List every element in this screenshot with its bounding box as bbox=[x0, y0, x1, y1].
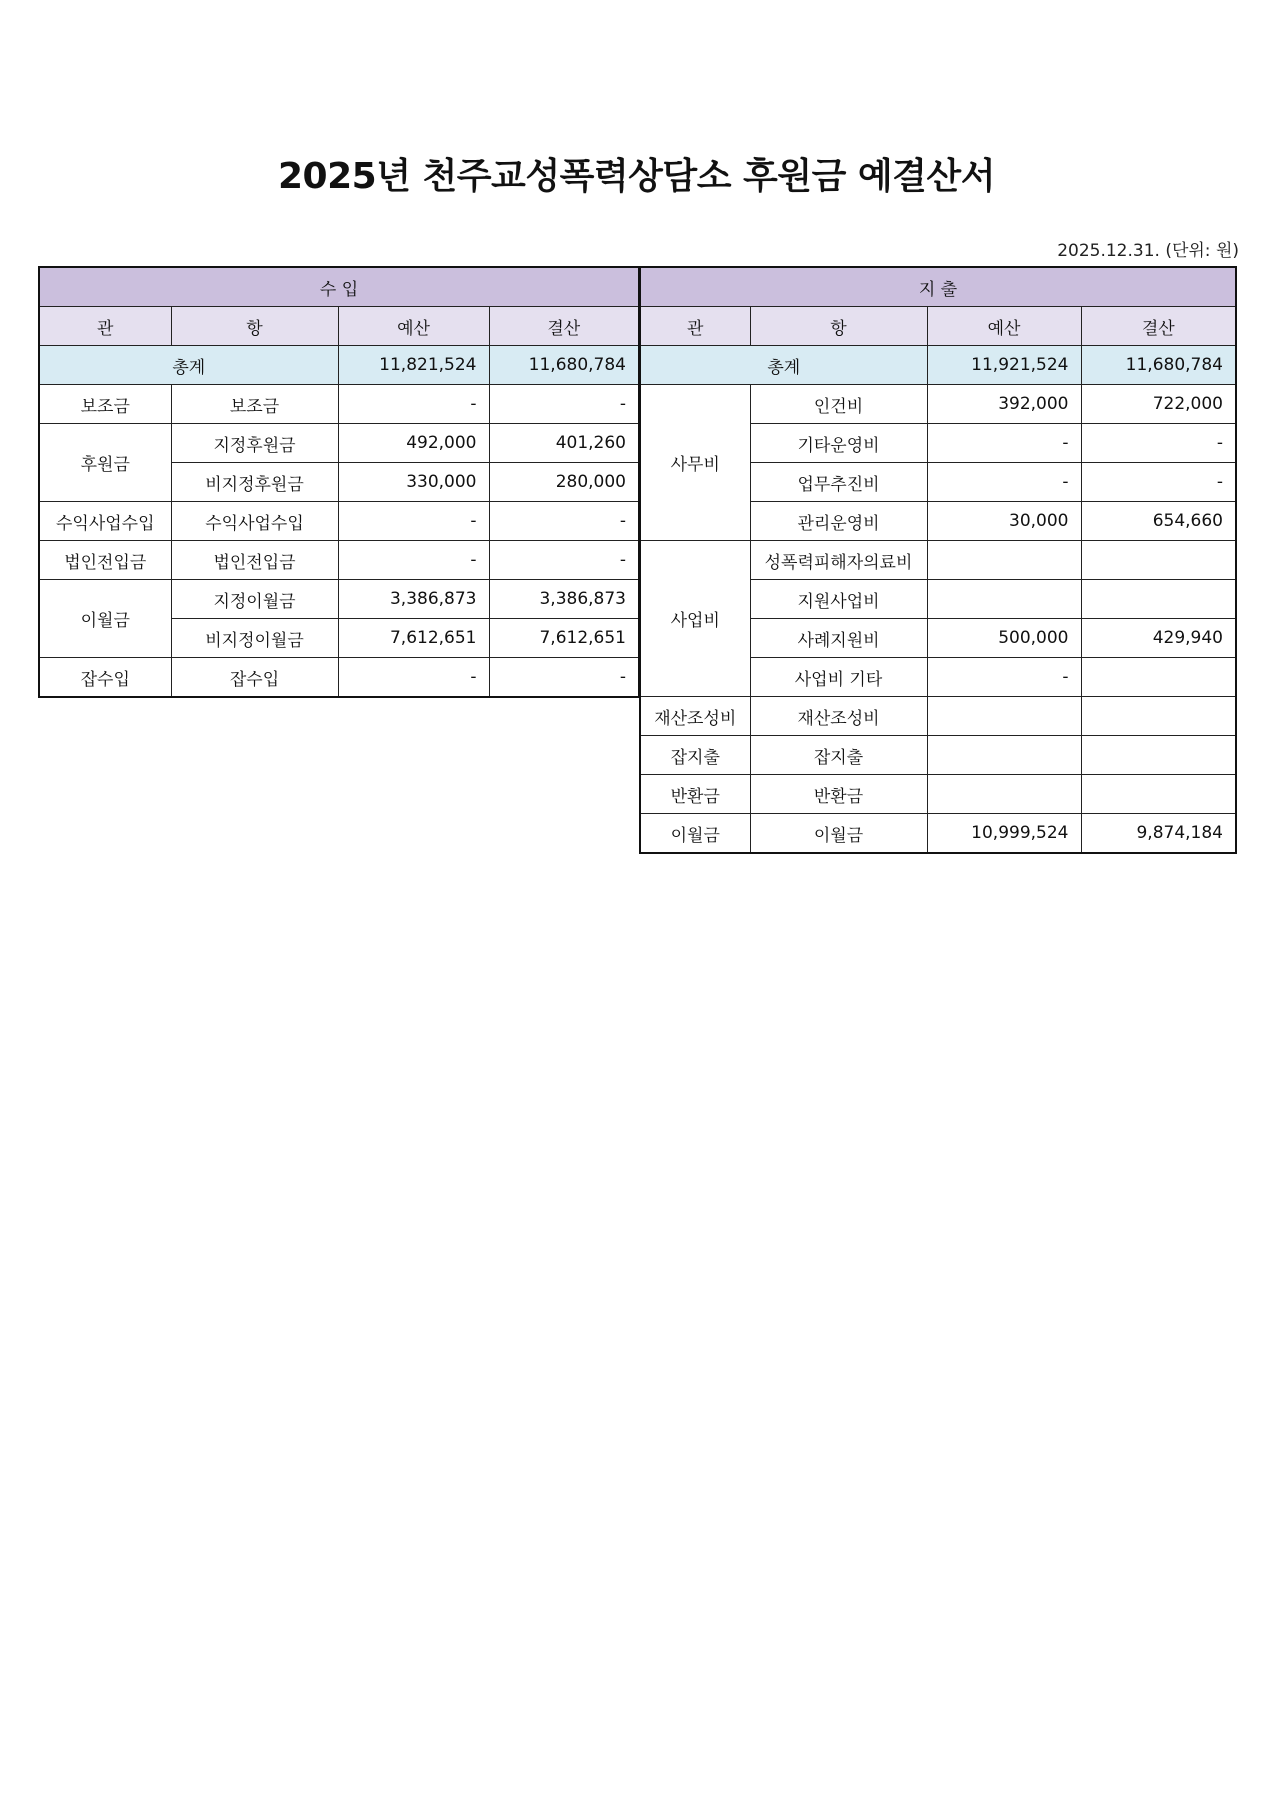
table-row bbox=[39, 424, 639, 463]
expense-budget-cell: - bbox=[927, 463, 1081, 502]
expense-gwan-cell: 사무비 bbox=[640, 385, 750, 541]
income-budget-cell: - bbox=[338, 541, 489, 580]
expense-header-actual: 결산 bbox=[1081, 307, 1236, 346]
income-gwan-cell: 수익사업수입 bbox=[39, 502, 171, 541]
income-budget-cell: 7,612,651 bbox=[338, 619, 489, 658]
income-hang-cell: 잡수입 bbox=[171, 658, 338, 698]
expense-hang-cell: 이월금 bbox=[750, 814, 927, 854]
income-actual-cell: 401,260 bbox=[489, 424, 639, 463]
expense-total-label: 총계 bbox=[640, 346, 927, 385]
expense-budget-cell bbox=[927, 775, 1081, 814]
expense-total-actual: 11,680,784 bbox=[1081, 346, 1236, 385]
table-row bbox=[640, 814, 1236, 854]
income-budget-cell: - bbox=[338, 385, 489, 424]
table-row bbox=[39, 502, 639, 541]
table-row bbox=[640, 385, 1236, 424]
income-total-label: 총계 bbox=[39, 346, 338, 385]
income-hang-cell: 지정후원금 bbox=[171, 424, 338, 463]
expense-budget-cell: - bbox=[927, 424, 1081, 463]
income-budget-cell: 492,000 bbox=[338, 424, 489, 463]
document-title: 2025년 천주교성폭력상담소 후원금 예결산서 bbox=[278, 156, 995, 197]
table-row bbox=[39, 541, 639, 580]
expense-hang-cell: 인건비 bbox=[750, 385, 927, 424]
expense-gwan-cell: 이월금 bbox=[640, 814, 750, 854]
expense-budget-cell: 30,000 bbox=[927, 502, 1081, 541]
income-hang-cell: 수익사업수입 bbox=[171, 502, 338, 541]
income-budget-cell: - bbox=[338, 502, 489, 541]
income-gwan-cell: 잡수입 bbox=[39, 658, 171, 698]
expense-budget-cell: 10,999,524 bbox=[927, 814, 1081, 854]
expense-budget-cell bbox=[927, 541, 1081, 580]
table-row bbox=[640, 541, 1236, 580]
expense-budget-cell bbox=[927, 580, 1081, 619]
income-actual-cell: 3,386,873 bbox=[489, 580, 639, 619]
income-gwan-cell: 이월금 bbox=[39, 580, 171, 658]
expense-budget-cell: 392,000 bbox=[927, 385, 1081, 424]
expense-actual-cell: 654,660 bbox=[1081, 502, 1236, 541]
expense-actual-cell bbox=[1081, 775, 1236, 814]
income-hang-cell: 지정이월금 bbox=[171, 580, 338, 619]
table-row bbox=[39, 580, 639, 619]
expense-hang-cell: 업무추진비 bbox=[750, 463, 927, 502]
income-gwan-cell: 보조금 bbox=[39, 385, 171, 424]
income-header-gwan: 관 bbox=[39, 307, 171, 346]
expense-gwan-cell: 반환금 bbox=[640, 775, 750, 814]
income-hang-cell: 비지정이월금 bbox=[171, 619, 338, 658]
income-actual-cell: 7,612,651 bbox=[489, 619, 639, 658]
expense-section-header: 지 출 bbox=[640, 267, 1236, 307]
expense-hang-cell: 지원사업비 bbox=[750, 580, 927, 619]
income-total-actual: 11,680,784 bbox=[489, 346, 639, 385]
expense-gwan-cell: 재산조성비 bbox=[640, 697, 750, 736]
expense-hang-cell: 재산조성비 bbox=[750, 697, 927, 736]
income-header-actual: 결산 bbox=[489, 307, 639, 346]
income-hang-cell: 보조금 bbox=[171, 385, 338, 424]
income-budget-cell: 330,000 bbox=[338, 463, 489, 502]
expense-actual-cell: 722,000 bbox=[1081, 385, 1236, 424]
income-actual-cell: - bbox=[489, 658, 639, 698]
income-header-hang: 항 bbox=[171, 307, 338, 346]
date-unit-note: 2025.12.31. (단위: 원) bbox=[1057, 241, 1239, 261]
income-section-header: 수 입 bbox=[39, 267, 639, 307]
expense-budget-cell bbox=[927, 736, 1081, 775]
expense-actual-cell: - bbox=[1081, 424, 1236, 463]
expense-total-budget: 11,921,524 bbox=[927, 346, 1081, 385]
table-row bbox=[640, 697, 1236, 736]
expense-hang-cell: 성폭력피해자의료비 bbox=[750, 541, 927, 580]
expense-actual-cell: - bbox=[1081, 463, 1236, 502]
income-actual-cell: 280,000 bbox=[489, 463, 639, 502]
expense-budget-cell: 500,000 bbox=[927, 619, 1081, 658]
expense-hang-cell: 사업비 기타 bbox=[750, 658, 927, 697]
expense-actual-cell: 9,874,184 bbox=[1081, 814, 1236, 854]
income-budget-cell: 3,386,873 bbox=[338, 580, 489, 619]
table-row bbox=[39, 385, 639, 424]
income-actual-cell: - bbox=[489, 385, 639, 424]
expense-header-gwan: 관 bbox=[640, 307, 750, 346]
expense-hang-cell: 잡지출 bbox=[750, 736, 927, 775]
expense-actual-cell: 429,940 bbox=[1081, 619, 1236, 658]
expense-gwan-cell: 잡지출 bbox=[640, 736, 750, 775]
table-row bbox=[39, 658, 639, 698]
income-header-budget: 예산 bbox=[338, 307, 489, 346]
income-total-budget: 11,821,524 bbox=[338, 346, 489, 385]
income-table bbox=[38, 266, 640, 698]
expense-actual-cell bbox=[1081, 541, 1236, 580]
expense-budget-cell bbox=[927, 697, 1081, 736]
expense-hang-cell: 관리운영비 bbox=[750, 502, 927, 541]
expense-header-hang: 항 bbox=[750, 307, 927, 346]
income-actual-cell: - bbox=[489, 502, 639, 541]
income-actual-cell: - bbox=[489, 541, 639, 580]
income-hang-cell: 비지정후원금 bbox=[171, 463, 338, 502]
expense-table bbox=[639, 266, 1237, 854]
expense-hang-cell: 사례지원비 bbox=[750, 619, 927, 658]
income-gwan-cell: 법인전입금 bbox=[39, 541, 171, 580]
expense-budget-cell: - bbox=[927, 658, 1081, 697]
expense-header-budget: 예산 bbox=[927, 307, 1081, 346]
expense-gwan-cell: 사업비 bbox=[640, 541, 750, 697]
expense-actual-cell bbox=[1081, 697, 1236, 736]
expense-hang-cell: 기타운영비 bbox=[750, 424, 927, 463]
income-budget-cell: - bbox=[338, 658, 489, 698]
table-row bbox=[640, 775, 1236, 814]
expense-actual-cell bbox=[1081, 658, 1236, 697]
expense-actual-cell bbox=[1081, 580, 1236, 619]
income-gwan-cell: 후원금 bbox=[39, 424, 171, 502]
income-hang-cell: 법인전입금 bbox=[171, 541, 338, 580]
table-row bbox=[640, 736, 1236, 775]
expense-actual-cell bbox=[1081, 736, 1236, 775]
expense-hang-cell: 반환금 bbox=[750, 775, 927, 814]
